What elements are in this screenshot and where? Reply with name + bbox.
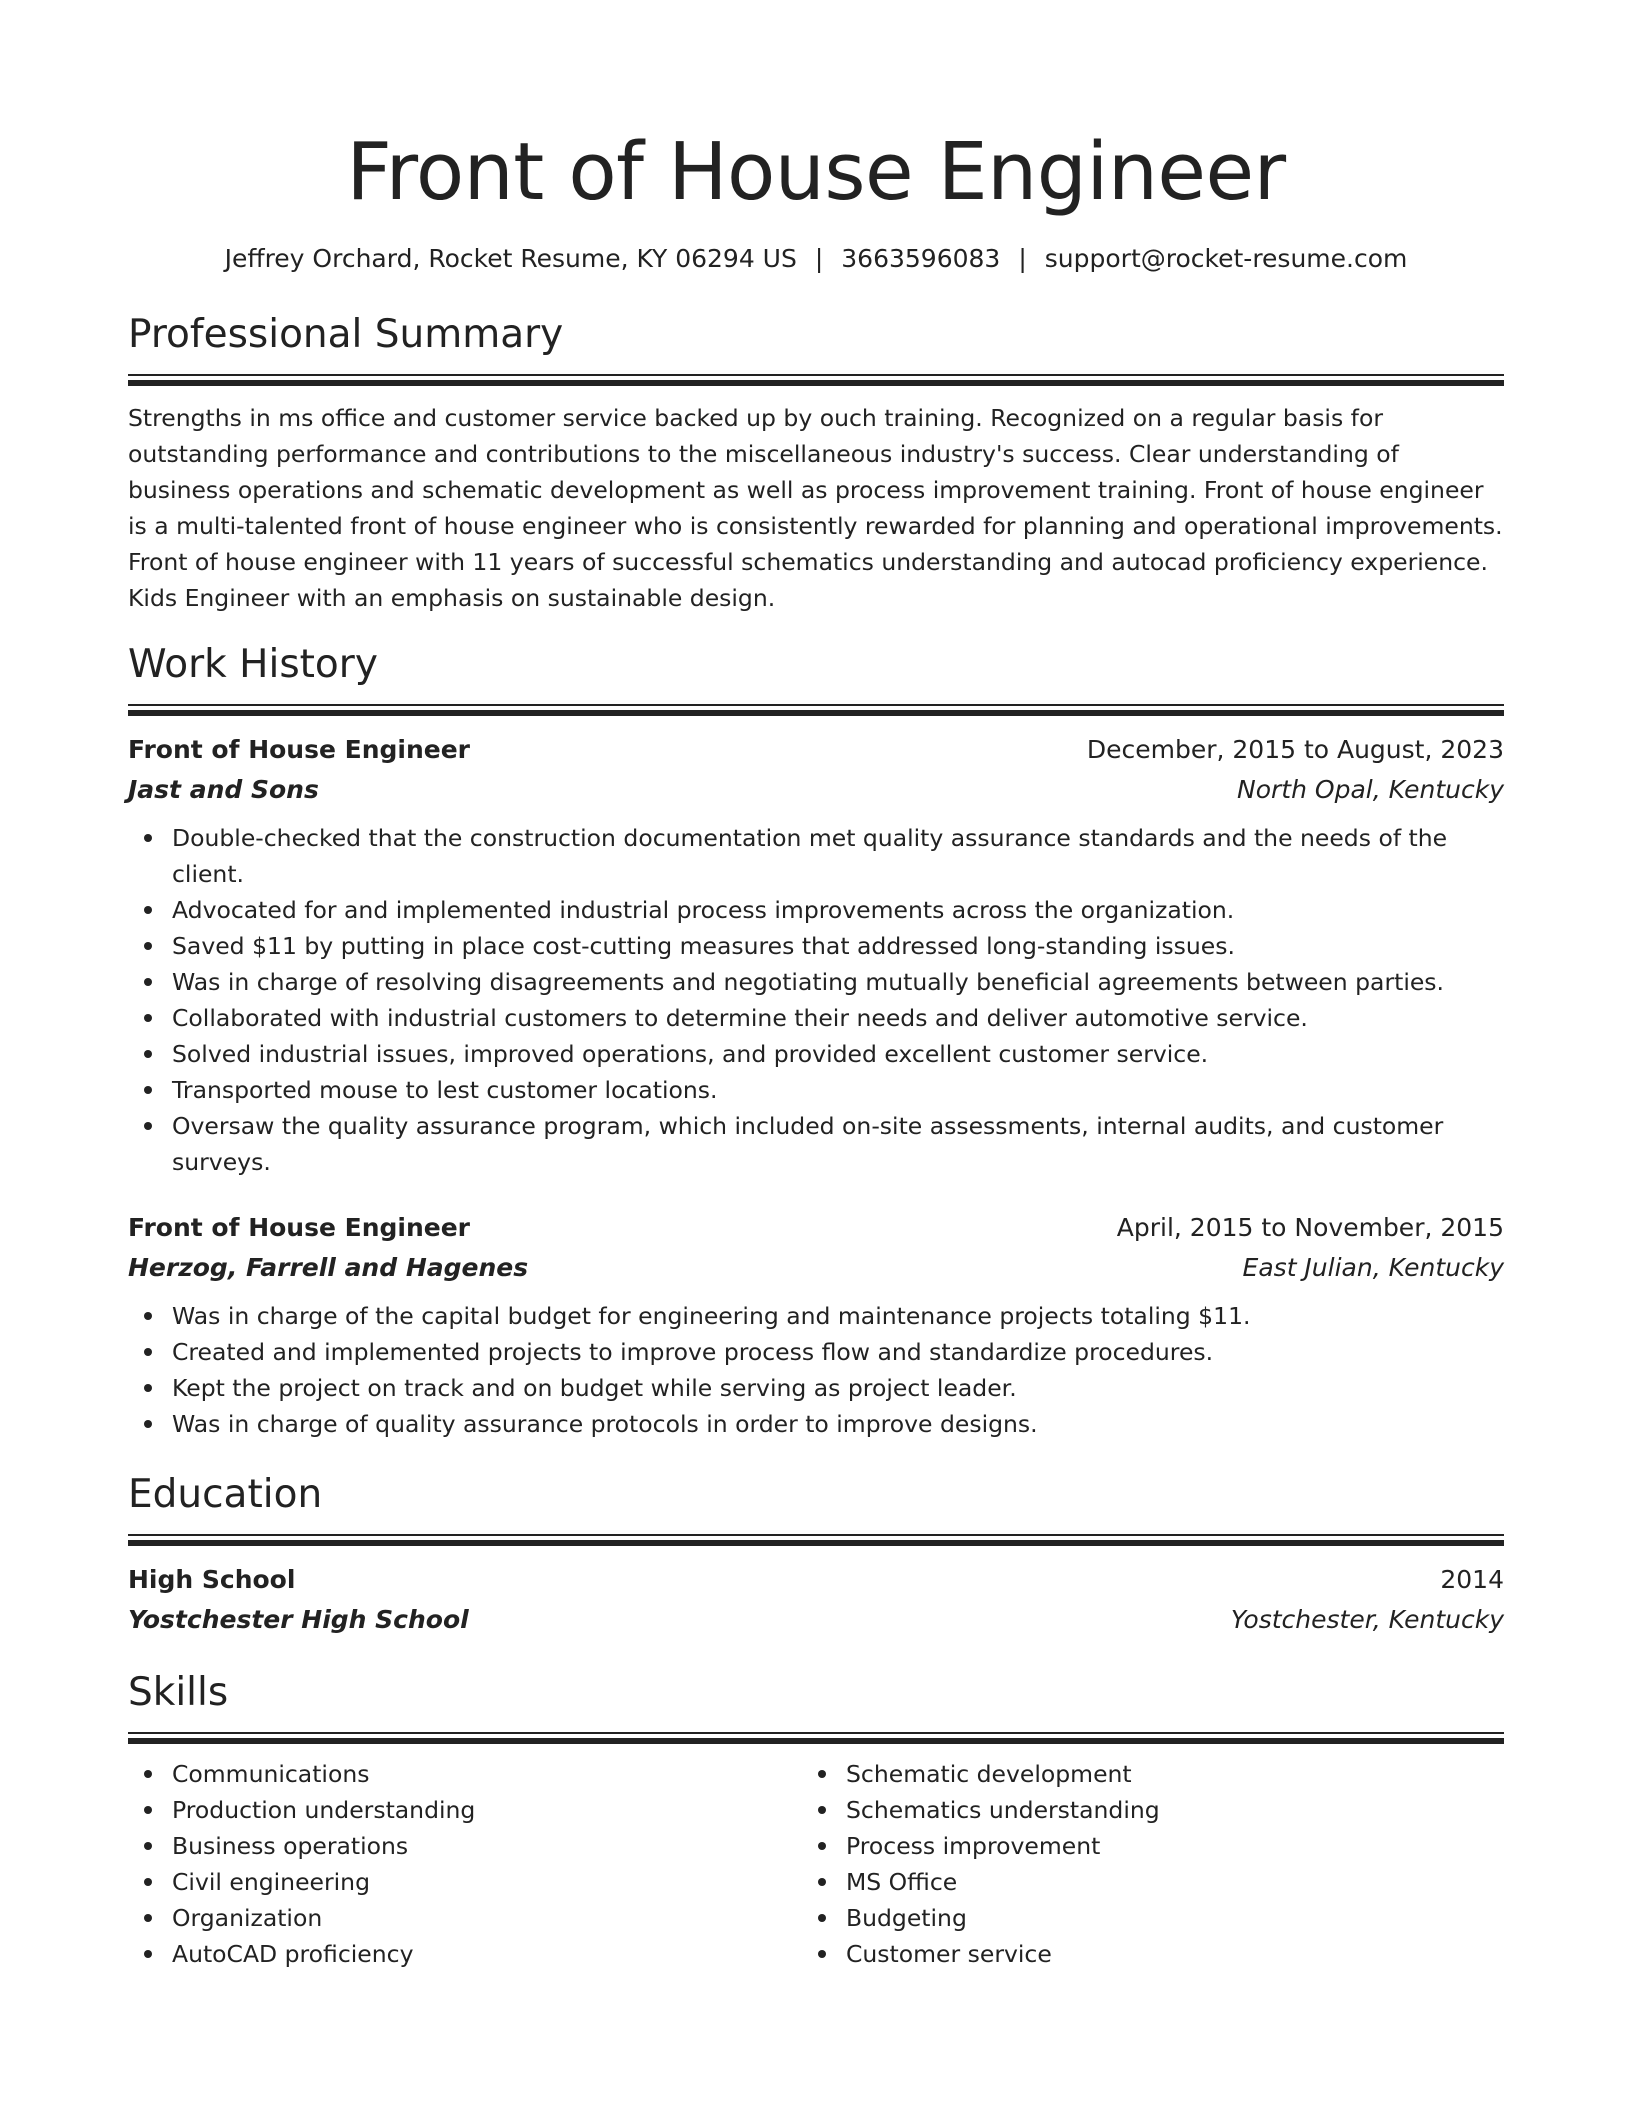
section-heading-education: Education (128, 1472, 323, 1517)
job-location: East Julian, Kentucky (1242, 1253, 1504, 1282)
job-bullets (128, 1298, 1504, 1442)
bullet-item: Solved industrial issues, improved operations, and provided excellent customer service. (172, 1036, 1504, 1072)
graduation-year: 2014 (1440, 1565, 1504, 1594)
bullet-item: Was in charge of resolving disagreements and negotiating mutually beneficial agreements between parties. (172, 964, 1504, 1000)
bullet-item: Oversaw the quality assurance program, which included on-site assessments, internal audits, and customer surveys. (172, 1108, 1504, 1180)
skill-item: Schematic development (846, 1756, 1476, 1792)
work-history-section (128, 640, 1504, 1442)
section-divider (128, 704, 1504, 716)
contact-line (128, 242, 1504, 276)
skill-item: Schematics understanding (846, 1792, 1476, 1828)
bullet-item: Was in charge of quality assurance protocols in order to improve designs. (172, 1406, 1504, 1442)
school-name: Yostchester High School (128, 1605, 469, 1634)
section-heading-skills: Skills (128, 1670, 229, 1715)
bullet-item: Created and implemented projects to improve process flow and standardize procedures. (172, 1334, 1504, 1370)
skills-column-left (128, 1756, 802, 1972)
education-entry (128, 1560, 1504, 1640)
skills-section (128, 1668, 1504, 1972)
skill-item: Budgeting (846, 1900, 1476, 1936)
section-divider (128, 374, 1504, 386)
contact-address: Jeffrey Orchard, Rocket Resume, KY 06294 US (224, 244, 797, 273)
job-dates: April, 2015 to November, 2015 (1116, 1213, 1504, 1242)
section-heading-work-history: Work History (128, 642, 378, 687)
resume-page (128, 0, 1504, 1972)
contact-email[interactable]: support@rocket-resume.com (1044, 244, 1408, 273)
bullet-item: Double-checked that the construction documentation met quality assurance standards and the needs of the client. (172, 820, 1504, 892)
skills-column-right (802, 1756, 1476, 1972)
job-entry (128, 1208, 1504, 1442)
degree: High School (128, 1565, 296, 1594)
skill-item: Customer service (846, 1936, 1476, 1972)
company-name: Jast and Sons (128, 775, 319, 804)
bullet-item: Was in charge of the capital budget for engineering and maintenance projects totaling $11. (172, 1298, 1504, 1334)
section-heading-summary: Professional Summary (128, 312, 564, 357)
bullet-item: Advocated for and implemented industrial process improvements across the organization. (172, 892, 1504, 928)
education-section (128, 1470, 1504, 1640)
job-location: North Opal, Kentucky (1237, 775, 1504, 804)
job-dates: December, 2015 to August, 2023 (1086, 735, 1504, 764)
section-divider (128, 1732, 1504, 1744)
summary-section (128, 310, 1504, 616)
contact-phone: 3663596083 (841, 244, 1001, 273)
summary-text: Strengths in ms office and customer service backed up by ouch training. Recognized on a regular basis for outstanding performance and contributions to the miscellaneous industry's success. Clear understanding of business operations and schematic development as well as process improvement training. Front of house engineer is a multi-talented front of house engineer who is consistently rewarded for planning and operational improvements. Front of house engineer with 11 years of successful schematics understanding and autocad proficiency experience. Kids Engineer with an emphasis on sustainable design. (128, 404, 1503, 612)
skill-item: Business operations (172, 1828, 802, 1864)
job-bullets (128, 820, 1504, 1180)
company-name: Herzog, Farrell and Hagenes (128, 1253, 529, 1282)
job-entry (128, 730, 1504, 1180)
skill-item: Communications (172, 1756, 802, 1792)
bullet-item: Collaborated with industrial customers to determine their needs and deliver automotive service. (172, 1000, 1504, 1036)
skills-grid (128, 1756, 1504, 1972)
job-title: Front of House Engineer (128, 1213, 471, 1242)
contact-separator: | (814, 244, 824, 273)
section-divider (128, 1534, 1504, 1546)
skill-item: AutoCAD proficiency (172, 1936, 802, 1972)
resume-title: Front of House Engineer (346, 126, 1286, 218)
skill-item: Production understanding (172, 1792, 802, 1828)
school-location: Yostchester, Kentucky (1230, 1605, 1504, 1634)
skill-item: Civil engineering (172, 1864, 802, 1900)
job-title: Front of House Engineer (128, 735, 471, 764)
bullet-item: Transported mouse to lest customer locations. (172, 1072, 1504, 1108)
bullet-item: Saved $11 by putting in place cost-cutting measures that addressed long-standing issues. (172, 928, 1504, 964)
bullet-item: Kept the project on track and on budget while serving as project leader. (172, 1370, 1504, 1406)
contact-separator: | (1018, 244, 1027, 273)
skill-item: Process improvement (846, 1828, 1476, 1864)
skill-item: MS Office (846, 1864, 1476, 1900)
skill-item: Organization (172, 1900, 802, 1936)
